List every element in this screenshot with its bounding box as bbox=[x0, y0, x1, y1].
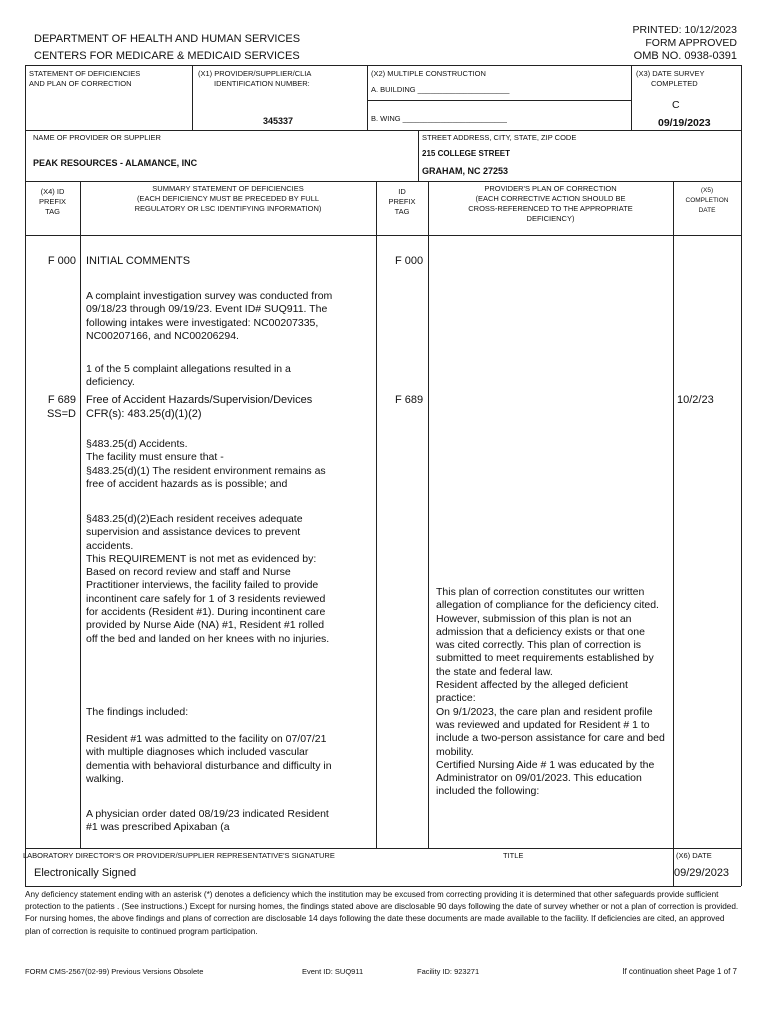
provider-name: PEAK RESOURCES - ALAMANCE, INC bbox=[33, 158, 198, 168]
facility-id: Facility ID: 923271 bbox=[417, 967, 480, 976]
id-header bbox=[376, 187, 428, 217]
scope-severity: SS=D bbox=[46, 408, 76, 420]
date-label: (X6) DATE bbox=[676, 851, 712, 860]
id-f689: F 689 bbox=[395, 394, 424, 406]
x5-header bbox=[673, 186, 741, 216]
divider bbox=[367, 65, 368, 130]
physician-order-paragraph: A physician order dated 08/19/23 indicated Resident #1 was prescribed Apixaban (a bbox=[86, 808, 329, 834]
address-label: STREET ADDRESS, CITY, STATE, ZIP CODE bbox=[422, 133, 577, 142]
resident-paragraph: Resident #1 was admitted to the facility on 07/07/21 with multiple diagnoses which included vascular dementia with behavioral disturbance and difficulty in walking. bbox=[86, 733, 332, 785]
construction-label: (X2) MULTIPLE CONSTRUCTION bbox=[371, 69, 486, 78]
id-header-line: ID bbox=[398, 187, 406, 196]
divider bbox=[418, 130, 419, 181]
form-number: FORM CMS-2567(02-99) Previous Versions Obsolete bbox=[25, 967, 204, 976]
survey-date-label: (X3) DATE SURVEY bbox=[636, 69, 705, 78]
agency-title: CENTERS FOR MEDICARE & MEDICAID SERVICES bbox=[34, 50, 300, 62]
street-address: 215 COLLEGE STREET bbox=[422, 149, 511, 158]
survey-code: C bbox=[672, 99, 680, 111]
id-f000: F 000 bbox=[395, 255, 424, 267]
x4-header bbox=[25, 187, 80, 217]
x5-header-line: (X5) bbox=[700, 187, 714, 194]
survey-date: 09/19/2023 bbox=[658, 117, 711, 129]
f689-cfr: CFR(s): 483.25(d)(1)(2) bbox=[86, 408, 202, 420]
event-id: Event ID: SUQ911 bbox=[302, 967, 364, 976]
findings-summary: §483.25(d)(2)Each resident receives adequate supervision and assistance devices to prevent accidents. This REQUIREMENT is not met as evidenced by: Based on record review and staff and Nurse Practitioner interviews, the facility failed to provide incontinent care safely for 1 of 3 residents reviewed for accidents (Resident #1). During incontinent care provided by Nurse Aide (NA) #1, Resident #1 rolled off the bed and landed on her knees with no injuries. bbox=[86, 513, 330, 645]
signature-value: Electronically Signed bbox=[34, 867, 137, 879]
department-title: DEPARTMENT OF HEALTH AND HUMAN SERVICES bbox=[34, 33, 301, 45]
statement-label: AND PLAN OF CORRECTION bbox=[29, 79, 132, 88]
page-indicator: If continuation sheet Page 1 of 7 bbox=[622, 967, 737, 976]
provider-name-label: NAME OF PROVIDER OR SUPPLIER bbox=[33, 133, 161, 142]
divider bbox=[367, 100, 631, 101]
plan-header-line: PROVIDER'S PLAN OF CORRECTION bbox=[484, 184, 617, 193]
summary-header-line: REGULATORY OR LSC IDENTIFYING INFORMATION) bbox=[134, 204, 322, 213]
statement-label: STATEMENT OF DEFICIENCIES bbox=[29, 69, 141, 78]
provider-id-label: (X1) PROVIDER/SUPPLIER/CLIA bbox=[198, 69, 312, 78]
plan-header-line: DEFICIENCY) bbox=[526, 214, 575, 223]
divider bbox=[25, 235, 741, 236]
plan-of-correction-text: This plan of correction constitutes our written allegation of compliance for the deficiency cited. However, submission of this plan is not an admission that a deficiency exists or that one was cited correctly. This plan of correction is submitted to meet requirements established by the state and federal law. Resident affected by the alleged deficient practice: On 9/1/2023, the care plan and resident profile was reviewed and updated for Resident # 1 to include a two-person assistance for care and bed mobility. Certified Nursing Aide # 1 was educated by the Administrator on 09/01/2023. This education included the following: bbox=[436, 586, 665, 798]
plan-header-line: CROSS-REFERENCED TO THE APPROPRIATE bbox=[468, 204, 633, 213]
divider bbox=[80, 181, 81, 848]
summary-header-line: SUMMARY STATEMENT OF DEFICIENCIES bbox=[152, 184, 304, 193]
x4-header-line: TAG bbox=[45, 207, 60, 216]
table-border bbox=[25, 65, 741, 66]
summary-header bbox=[80, 184, 376, 214]
initial-comments-title: INITIAL COMMENTS bbox=[86, 255, 191, 267]
x5-header-line: DATE bbox=[698, 207, 716, 214]
divider bbox=[376, 181, 377, 848]
title-label: TITLE bbox=[503, 851, 524, 860]
divider bbox=[25, 130, 741, 131]
printed-date: PRINTED: 10/12/2023 bbox=[632, 24, 737, 36]
signature-label: LABORATORY DIRECTOR'S OR PROVIDER/SUPPLIER REPRESENTATIVE'S SIGNATURE bbox=[23, 851, 335, 860]
complaint-paragraph: A complaint investigation survey was conducted from 09/18/23 through 09/19/23. Event ID# SUQ911. The following intakes were investigated: NC00207335, NC00207166, and NC00206294. bbox=[86, 290, 333, 342]
completion-date: 10/2/23 bbox=[677, 394, 714, 406]
x4-header-line: (X4) ID bbox=[40, 187, 65, 196]
provider-id-value: 345337 bbox=[263, 116, 294, 126]
divider bbox=[25, 181, 741, 182]
divider bbox=[192, 65, 193, 130]
table-border bbox=[741, 65, 742, 886]
form-approved: FORM APPROVED bbox=[645, 37, 737, 49]
wing-label: B. WING _________________________ bbox=[371, 114, 507, 123]
deficiency-count-paragraph: 1 of the 5 complaint allegations resulted in a deficiency. bbox=[86, 363, 291, 389]
findings-label: The findings included: bbox=[86, 706, 189, 718]
survey-date-label: COMPLETED bbox=[651, 79, 698, 88]
divider bbox=[25, 886, 741, 887]
divider bbox=[428, 181, 429, 848]
id-header-line: TAG bbox=[394, 207, 410, 216]
building-label: A. BUILDING ______________________ bbox=[371, 85, 510, 94]
plan-header bbox=[428, 184, 673, 224]
city-state-zip: GRAHAM, NC 27253 bbox=[422, 166, 509, 176]
tag-f000: F 000 bbox=[47, 255, 76, 267]
plan-header-line: (EACH CORRECTIVE ACTION SHOULD BE bbox=[475, 194, 626, 203]
divider bbox=[25, 848, 741, 849]
f689-title: Free of Accident Hazards/Supervision/Devices bbox=[86, 394, 313, 406]
divider bbox=[673, 181, 674, 848]
id-header-line: PREFIX bbox=[388, 197, 416, 206]
signature-date: 09/29/2023 bbox=[674, 867, 730, 879]
regulation-paragraph: §483.25(d) Accidents. The facility must ensure that - §483.25(d)(1) The resident environment remains as free of accident hazards as is possible; and bbox=[86, 438, 326, 490]
disclaimer-text: Any deficiency statement ending with an asterisk (*) denotes a deficiency which the institution may be excused from correcting providing it is determined that other safeguards provide sufficient protection to the patients . (See instructions.) Except for nursing homes, the findings stated above are disclosable 90 days following the date of survey whether or not a plan of correction is provided. For nursing homes, the above findings and plans of correction are disclosable 14 days following the date these documents are made available to the facility. If deficiencies are cited, an approved plan of correction is requisite to continued program participation. bbox=[25, 890, 739, 936]
omb-number: OMB NO. 0938-0391 bbox=[633, 50, 737, 62]
provider-id-label: IDENTIFICATION NUMBER: bbox=[214, 79, 310, 88]
divider bbox=[631, 65, 632, 130]
tag-f689: F 689 bbox=[47, 394, 76, 406]
x4-header-line: PREFIX bbox=[38, 197, 67, 206]
x5-header-line: COMPLETION bbox=[685, 197, 729, 204]
summary-header-line: (EACH DEFICIENCY MUST BE PRECEDED BY FULL bbox=[136, 194, 320, 203]
